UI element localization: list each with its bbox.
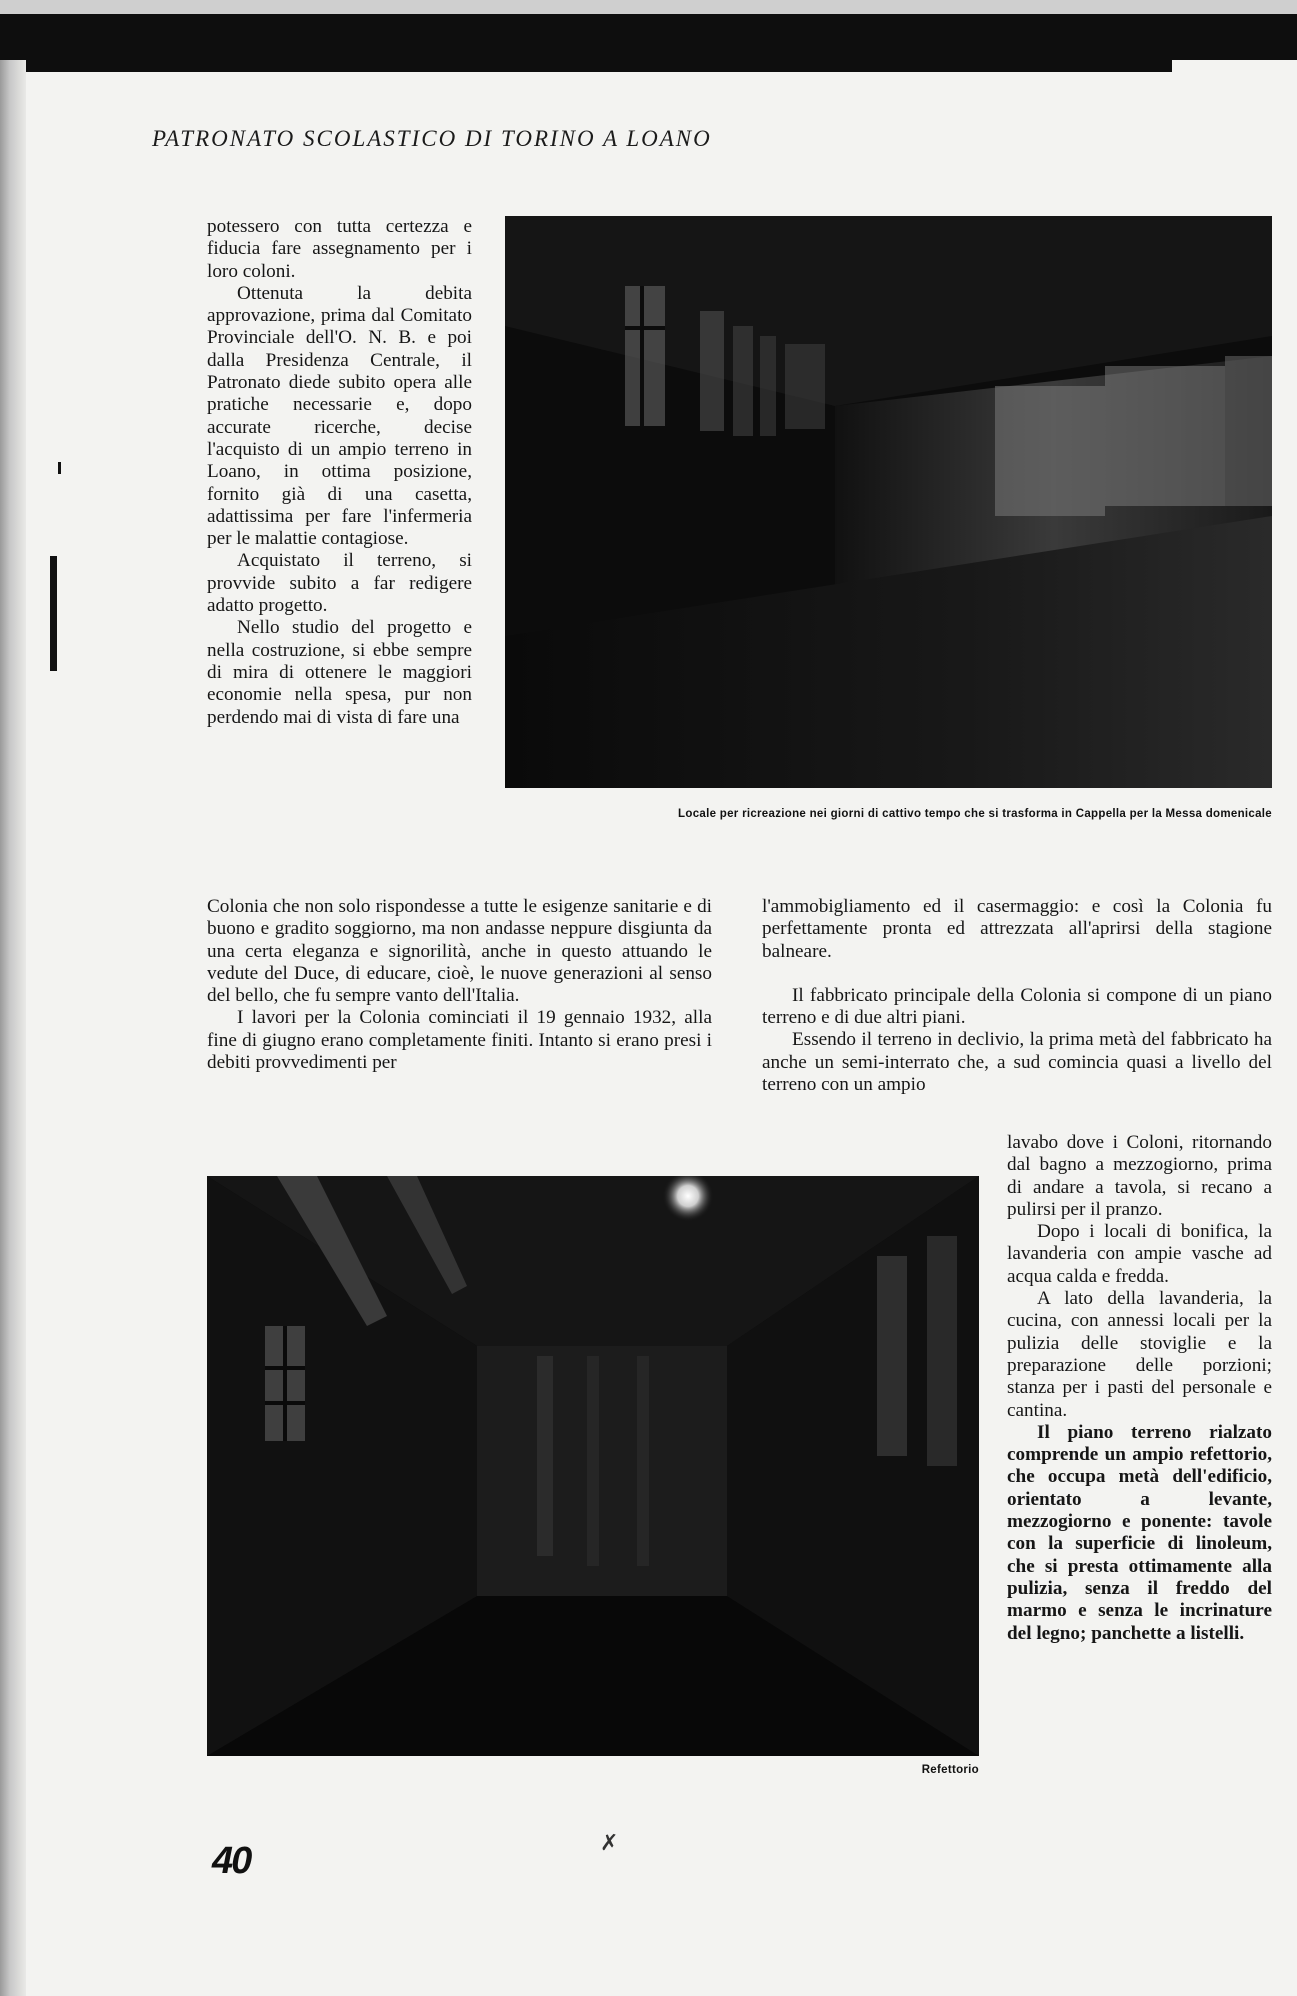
paragraph: Essendo il terreno in declivio, la prima metà del fabbricato ha anche un semi-interrato che, a sud comincia quasi a livello del terreno con un ampio <box>762 1029 1272 1096</box>
photo-caption-bottom: Refettorio <box>921 1764 979 1776</box>
paragraph: potessero con tutta certezza e fiducia fare assegnamento per i loro coloni. <box>207 216 472 282</box>
paragraph: lavabo dove i Coloni, ritornando dal bagno a mezzogiorno, prima di andare a tavola, si recano a pulirsi per il pranzo. <box>1007 1132 1272 1220</box>
photo-caption-top: Locale per ricreazione nei giorni di cattivo tempo che si trasforma in Cappella per la Messa domenicale <box>678 808 1272 820</box>
top-dark-band <box>0 0 1297 78</box>
paragraph: l'ammobigliamento ed il casermaggio: e così la Colonia fu perfettamente pronta ed attrezzata all'aprirsi della stagione balneare. <box>762 896 1272 962</box>
left-column-bottom <box>207 896 712 1074</box>
paragraph: Il fabbricato principale della Colonia si compone di un piano terreno e di due altri piani. <box>762 984 1272 1029</box>
paragraph: Acquistato il terreno, si provvide subito a far redigere adatto progetto. <box>207 550 472 617</box>
photo-recreation-hall <box>505 216 1272 788</box>
page-number: 40 <box>212 1840 251 1882</box>
paragraph: Il piano terreno rialzato comprende un ampio refettorio, che occupa metà dell'edificio, orientato a levante, mezzogiorno e ponente: tavole con la superficie di linoleum, che si presta ottimamente alla pulizia, senza il freddo del marmo e senza le incrinature del legno; panchette a listelli. <box>1007 1421 1272 1644</box>
paragraph: Nello studio del progetto e nella costruzione, si ebbe sempre di mira di ottenere le maggiori economie nella spesa, pur non perdendo mai di vista di fare una <box>207 617 472 728</box>
paragraph: Ottenuta la debita approvazione, prima dal Comitato Provinciale dell'O. N. B. e poi dalla Presidenza Centrale, il Patronato diede subito opera alle pratiche necessarie e, dopo accurate ricerche, decise l'acquisto di un ampio terreno in Loano, in ottima posizione, fornito già di una casetta, adattissima per fare l'infermeria per le malattie contagiose. <box>207 282 472 550</box>
paragraph: A lato della lavanderia, la cucina, con annessi locali per la pulizia delle stoviglie e la preparazione delle porzioni; stanza per i pasti del personale e cantina. <box>1007 1288 1272 1421</box>
left-column-top <box>207 216 472 729</box>
right-column-mid <box>762 896 1272 1096</box>
paragraph: I lavori per la Colonia cominciati il 19 gennaio 1932, alla fine di giugno erano completamente finiti. Intanto si erano presi i debiti provvedimenti per <box>207 1007 712 1074</box>
margin-tick <box>58 462 61 474</box>
running-header: PATRONATO SCOLASTICO DI TORINO A LOANO <box>152 126 712 151</box>
photo-refectory <box>207 1176 979 1756</box>
page-left-edge <box>0 60 26 1996</box>
print-speck-icon: ✗ <box>600 1830 619 1855</box>
paragraph: Dopo i locali di bonifica, la lavanderia con ampie vasche ad acqua calda e fredda. <box>1007 1221 1272 1287</box>
paragraph: Colonia che non solo rispondesse a tutte le esigenze sanitarie e di buono e gradito soggiorno, ma non andasse neppure disgiunta da una certa eleganza e signorilità, anche in questo attuando le vedute del Duce, di educare, cioè, le nuove generazioni al senso del bello, che fu sempre vanto dell'Italia. <box>207 896 712 1007</box>
margin-mark <box>50 556 57 671</box>
right-column-narrow <box>1007 1132 1272 1645</box>
